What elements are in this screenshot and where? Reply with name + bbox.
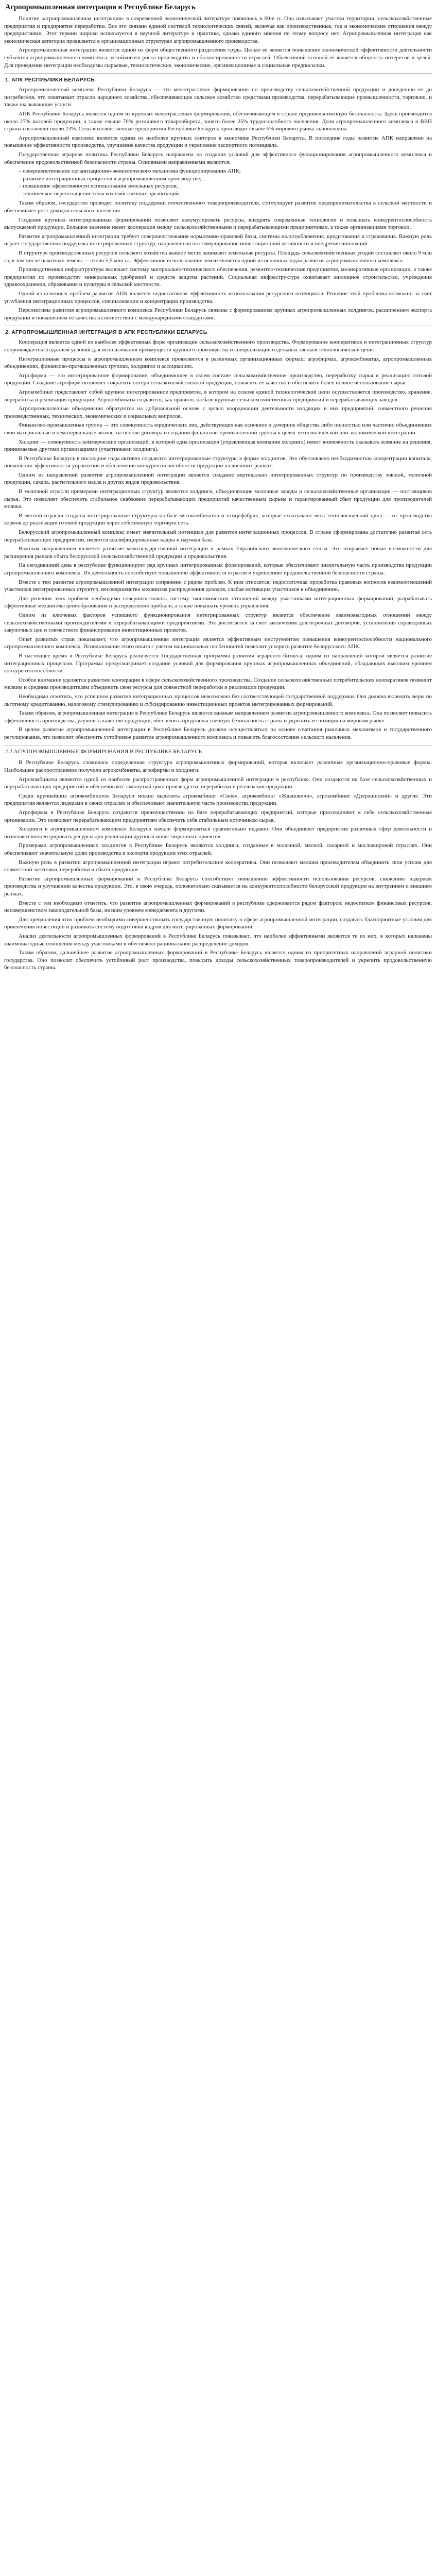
body-paragraph: АПК Республики Беларусь является одним из крупных межотраслевых формирований, обеспечивающим в стране продовольственную безопасность. Здесь производится около 27% валовой продукции, а также свыше 70% розничного товарооборота, занято более 25% трудоспособного населения. Доля агропромышленного комплекса в ВВП страны составляет около 23%. Сельскохозяйственные предприятия Республики Беларусь производят свыше 6% мирового рынка льноволокна. — [4, 110, 432, 132]
body-paragraph: Примерами агропромышленных холдингов в Республике Беларусь являются холдинги, созданные в молочной, мясной, сахарной и масложировой отраслях. Они обеспечивают значительную долю производства и экспорта продукции этих отраслей. — [4, 842, 432, 856]
bullet-item: – совершенствование организационно-экономического механизма функционирования АПК; — [4, 167, 432, 175]
body-paragraph: Агропромышленные объединения образуются на добровольной основе с целью координации деятельности входящих в них предприятий, совместного решения производственных, технических, экономических и социальных вопросов. — [4, 405, 432, 419]
body-paragraph: Анализ деятельности агропромышленных формирований в Республике Беларусь показывает, что наиболее эффективными являются те из них, в которых налажены взаимовыгодные отношения между участниками и обеспечено рациональное распределение доходов. — [4, 933, 432, 947]
body-paragraph: Особое внимание уделяется развитию кооперации в сфере сельскохозяйственного производства. Создание сельскохозяйственных потребительских кооперативов позволит мелким и средним производителям объединить свои ресурсы для совместной переработки и реализации продукции. — [4, 676, 432, 691]
body-paragraph: Одним из направлений развития агропромышленной интеграции является создание вертикально интегрированных структур по производству мясной, молочной продукции, сахара, растительного масла и других видов продовольствия. — [4, 471, 432, 486]
section-heading-formations: 2.2 АГРОПРОМЫШЛЕННЫЕ ФОРМИРОВАНИЯ В РЕСПУБЛИКЕ БЕЛАРУСЬ — [5, 749, 202, 755]
section-heading-integration: 2. АГРОПРОМЫШЛЕННАЯ ИНТЕГРАЦИЯ В АПК РЕСПУБЛИКИ БЕЛАРУСЬ — [5, 329, 207, 336]
body-paragraph: Белорусский агропромышленный комплекс имеет значительный потенциал для развития интеграционных процессов. В стране сформирована достаточно развитая сеть перерабатывающих предприятий, имеются квалифицированные кадры и научная база. — [4, 529, 432, 543]
body-paragraph: В целом развитие агропромышленной интеграции в Республике Беларусь должно осуществляться на основе сочетания рыночных механизмов и государственного регулирования, что позволит обеспечить устойчивое развитие агропромышленного комплекса и повысить благосостояние сельского населения. — [4, 726, 432, 740]
body-paragraph: Интеграционные процессы в агропромышленном комплексе проявляются в различных организационных формах: агрофирмах, агрокомбинатах, агропромышленных объединениях, финансово-промышленных группах, холдингах и ассоциациях. — [4, 355, 432, 370]
body-paragraph: Одной из основных проблем развития АПК является недостаточная эффективность использования ресурсного потенциала. Решение этой проблемы возможно за счет углубления интеграционных процессов, специализации и концентрации производства. — [4, 291, 432, 304]
body-paragraph: В структуре производственных ресурсов сельского хозяйства важное место занимают земельные ресурсы. Площадь сельскохозяйственных угодий составляет около 9 млн га, в том числе пахотных земель — около 5,5 млн га. Эффективное использование земли является одной из основных задач развития агропромышленного комплекса. — [4, 250, 432, 264]
document-title: Агропромышленная интеграция в Республике Беларусь — [5, 3, 196, 11]
body-paragraph: Агропромышленный комплекс Республики Беларусь — это межотраслевое формирование по производству сельскохозяйственной продукции и доведению ее до потребителя, что охватывает отрасли народного хозяйства, обеспечивающие сельское хозяйство средствами производства, перерабатывающие промышленности, торговлю, и также оказывающие услуги. — [4, 87, 432, 108]
body-paragraph: Вместе с тем развитие агропромышленной интеграции сопряжено с рядом проблем. К ним относятся: недостаточная проработка правовых вопросов взаимоотношений участников интегрированных структур, несовершенство механизма распределения доходов, слабая мотивация участников к объединению. — [4, 579, 432, 593]
body-paragraph: Холдинг — совокупность коммерческих организаций, в которой одна организация (управляющая компания холдинга) имеет возможность оказывать влияние на решения, принимаемые другими организациями (участниками холдинга). — [4, 438, 432, 453]
body-paragraph: Развитие агропромышленной интеграции требует совершенствования нормативно-правовой базы, системы налогообложения, кредитования и страхования. Важную роль играет государственная поддержка интегрированных структур, направленная на стимулирование инвестиционной активности и внедрение инноваций. — [4, 233, 432, 247]
body-paragraph: Перспективы развития агропромышленного комплекса Республики Беларусь связаны с формированием крупных агропромышленных холдингов, расширением экспорта продукции и повышением ее качества в соответствии с международными стандартами. — [4, 307, 432, 321]
section-apk-bullet-list — [4, 167, 432, 197]
body-paragraph: Финансово-промышленная группа — это совокупность юридических лиц, действующих как основное и дочерние общества либо полностью или частично объединивших свои материальные и нематериальные активы на основе договора о создании финансово-промышленной группы в целях технологической или экономической интеграции. — [4, 422, 432, 436]
body-paragraph: Холдинги в агропромышленном комплексе Беларуси начали формироваться сравнительно недавно. Они объединяют предприятия различных сфер деятельности и позволяют концентрировать ресурсы для реализации крупных инвестиционных проектов. — [4, 826, 432, 840]
body-paragraph: Опыт развитых стран показывает, что агропромышленная интеграция является эффективным инструментом повышения конкурентоспособности национального агропромышленного комплекса. Использование этого опыта с учетом национальных особенностей позволит ускорить развитие белорусского АПК. — [4, 636, 432, 650]
body-paragraph: Необходимо отметить, что успешное развитие интеграционных процессов невозможно без соответствующей государственной поддержки. Она должна включать меры по льготному кредитованию, налоговому стимулированию и субсидированию инвестиционных проектов интегрированных формирований. — [4, 693, 432, 707]
bullet-item: – развитие интеграционных процессов в агропромышленном производстве; — [4, 175, 432, 183]
body-paragraph: Кооперация является одной из наиболее эффективных форм организации сельскохозяйственного производства. Формирование кооперативов и интеграционных структур сопровождается созданием условий для использования преимуществ крупного производства и специализации отдельных звеньев технологической цепи. — [4, 339, 432, 353]
body-paragraph: В Республике Беларусь в последние годы активно создаются интегрированные структуры в форме холдингов. Это обусловлено необходимостью концентрации капитала, повышения эффективности управления и обеспечения конкурентоспособности продукции на внешних рынках. — [4, 455, 432, 469]
body-paragraph: Развитие агропромышленных формирований в Республике Беларусь способствует повышению эффективности использования ресурсов, снижению издержек производства и улучшению качества продукции. Это, в свою очередь, положительно сказывается на конкурентоспособности белорусской продукции на внутреннем и внешнем рынках. — [4, 875, 432, 897]
body-paragraph: Агропромышленный комплекс является одним из наиболее крупных секторов в экономике Республики Беларусь. В последние годы развитие АПК направлено на повышение эффективности производства, улучшение качества продукции и укрепление экспортного потенциала. — [4, 134, 432, 149]
section-apk-body — [4, 86, 432, 166]
body-paragraph: В Республике Беларусь сложилась определенная структура агропромышленных формирований, которая включает различные организационно-правовые формы. Наибольшее распространение получили агрокомбинаты, агрофирмы и холдинги. — [4, 759, 432, 774]
section-divider — [4, 73, 432, 74]
body-paragraph: Вместе с тем необходимо отметить, что развитие агропромышленных формирований в республике сдерживается рядом факторов: недостатком финансовых ресурсов, несовершенством законодательной базы, низким уровнем менеджмента и другими. — [4, 900, 432, 914]
body-paragraph: Производственная инфраструктура включает систему материально-технического обеспечения, ремонтно-технические предприятия, мелиоративные организации, а также предприятия по производству минеральных удобрений и средств защиты растений. Социальная инфраструктура охватывает жилищное строительство, учреждения здравоохранения, образования и культуры в сельской местности. — [4, 266, 432, 288]
body-paragraph: Агрофирмы в Республике Беларусь создаются преимущественно на базе перерабатывающих предприятий, которые присоединяют к себе сельскохозяйственные организации. Это позволяет перерабатывающим предприятиям обеспечить себя стабильным источником сырья. — [4, 809, 432, 823]
body-paragraph: Для решения этих проблем необходимо совершенствовать систему экономических отношений между участниками интеграционных формирований, разрабатывать эффективные механизмы ценообразования и распределения прибыли, а также повышать уровень управления. — [4, 595, 432, 609]
bullet-item: – техническое переоснащение сельскохозяйственных организаций. — [4, 190, 432, 198]
body-paragraph: Создание крупных интегрированных формирований позволяет аккумулировать ресурсы, внедрять современные технологии и повышать конкурентоспособность выпускаемой продукции. Большое значение имеет кооперация между сельскохозяйственными и перерабатывающими предприятиями, а также организациями торговли. — [4, 216, 432, 231]
body-paragraph: На сегодняшний день в республике функционирует ряд крупных интегрированных формирований, которые обеспечивают значительную часть производства продукции агропромышленного комплекса. Их деятельность способствует повышению эффективности отрасли и укреплению продовольственной безопасности страны. — [4, 562, 432, 576]
body-paragraph: В молочной отрасли примерами интеграционных структур являются холдинги, объединяющие молочные заводы и сельскохозяйственные организации — поставщиков сырья. Это позволяет обеспечить стабильное снабжение перерабатывающих предприятий качественным сырьем и гарантированный сбыт продукции для производителей молока. — [4, 488, 432, 510]
body-paragraph: Для преодоления этих проблем необходимо совершенствовать государственную политику в сфере агропромышленной интеграции, создавать благоприятные условия для привлечения инвестиций и развивать систему подготовки кадров для интегрированных формирований. — [4, 916, 432, 930]
section-formations-body — [4, 759, 432, 971]
intro-section — [4, 15, 432, 69]
intro-paragraph: Агропромышленная интеграция является одной из форм общественного разделения труда. Целью её является повышение экономической эффективности деятельности субъектов агропромышленного комплекса, устойчивого роста производства и сбалансированности отраслей. Объективной основой её является общность интересов и целей. Для проведения интеграции необходимы сырьевые, технологические, экономические, организационные и социальные предпосылки. — [4, 47, 432, 69]
section-integration-body — [4, 338, 432, 741]
body-paragraph: Государственная аграрная политика Республики Беларусь направлена на создание условий для эффективного функционирования агропромышленного комплекса и обеспечение продовольственной безопасности страны. Основными направлениями являются: — [4, 151, 432, 165]
document-page — [0, 0, 436, 984]
body-paragraph: Агрофирма — это интегрированное формирование, объединяющее в своем составе сельскохозяйственное производство, переработку сырья и реализацию готовой продукции. Создание агрофирм позволяет сократить потери сельскохозяйственной продукции, повысить ее качество и обеспечить более полное использование сырья. — [4, 372, 432, 386]
body-paragraph: Таким образом, дальнейшее развитие агропромышленных формирований в Республике Беларусь является одним из приоритетных направлений аграрной политики государства. Оно позволит обеспечить устойчивый рост производства, повысить доходы сельскохозяйственных товаропроизводителей и укрепить продовольственную безопасность страны. — [4, 950, 432, 971]
section-apk-body-continued — [4, 199, 432, 321]
body-paragraph: Важную роль в развитии агропромышленной интеграции играют потребительские кооперативы. Они позволяют мелким производителям объединить свои усилия для совместной заготовки, переработки и сбыта продукции. — [4, 859, 432, 873]
body-paragraph: Важным направлением является развитие межгосударственной интеграции в рамках Евразийского экономического союза. Это открывает новые возможности для расширения рынков сбыта белорусской сельскохозяйственной продукции и продовольствия. — [4, 546, 432, 560]
body-paragraph: Таким образом, агропромышленная интеграция в Республике Беларусь является важным направлением развития агропромышленного комплекса. Она позволяет повысить эффективность производства, улучшить качество продукции, обеспечить продовольственную безопасность страны и укрепить ее позиции на мировом рынке. — [4, 710, 432, 724]
body-paragraph: Среди крупнейших агрокомбинатов Беларуси можно выделить агрокомбинат «Снов», агрокомбинат «Ждановичи», агрокомбинат «Дзержинский» и другие. Эти предприятия являются лидерами в своих отраслях и обеспечивают значительную часть производства продукции. — [4, 792, 432, 807]
body-paragraph: Агрокомбинаты являются одной из наиболее распространенных форм агропромышленной интеграции в республике. Они создаются на базе сельскохозяйственных и перерабатывающих предприятий и обеспечивают замкнутый цикл производства, переработки и реализации продукции. — [4, 776, 432, 790]
body-paragraph: В мясной отрасли созданы интегрированные структуры на базе мясокомбинатов и птицефабрик, которые охватывают весь технологический цикл — от производства кормов до реализации готовой продукции через собственную торговую сеть. — [4, 512, 432, 527]
body-paragraph: Одним из ключевых факторов успешного функционирования интегрированных структур является обеспечение взаимовыгодных отношений между сельскохозяйственными производителями и перерабатывающими предприятиями. Это достигается за счет заключения долгосрочных договоров, установления справедливых закупочных цен и совместного финансирования инвестиционных проектов. — [4, 612, 432, 634]
body-paragraph: В настоящее время в Республике Беларусь реализуется Государственная программа развития аграрного бизнеса, одним из направлений которой является развитие интеграционных процессов. Программа предусматривает создание условий для формирования крупных агропромышленных объединений, обладающих высоким уровнем конкурентоспособности. — [4, 652, 432, 674]
body-paragraph: Таким образом, государство проводит политику поддержки отечественного товаропроизводителя, стимулирует развитие предпринимательства в сельской местности и обеспечивает рост доходов сельского населения. — [4, 200, 432, 214]
body-paragraph: Агрокомбинат представляет собой крупное интегрированное предприятие, в котором на основе единой технологической цепи осуществляется производство, хранение, переработка и реализация продукции. Агрокомбинаты создаются, как правило, на базе крупных сельскохозяйственных предприятий и перерабатывающих заводов. — [4, 388, 432, 403]
intro-paragraph: Понятие «агропромышленная интеграция» в современной экономической литературе появилось в 60-е гг. Она охватывает участки территории, сельскохозяйственные предприятия и предприятия переработки. Все это связано единой системой технологических связей, включая как производственные, так и экономические отношения между предприятиями. Этот термин широко используется в научной литературе и практике, однако единого мнения по этому вопросу нет. Агропромышленная интеграция как экономическая категория проявляется в организационных структурах агропромышленного производства. — [4, 15, 432, 44]
bullet-item: – повышение эффективности использования земельных ресурсов; — [4, 182, 432, 190]
section-heading-apk: 1. АПК РЕСПУБЛИКИ БЕЛАРУСЬ — [5, 77, 95, 83]
